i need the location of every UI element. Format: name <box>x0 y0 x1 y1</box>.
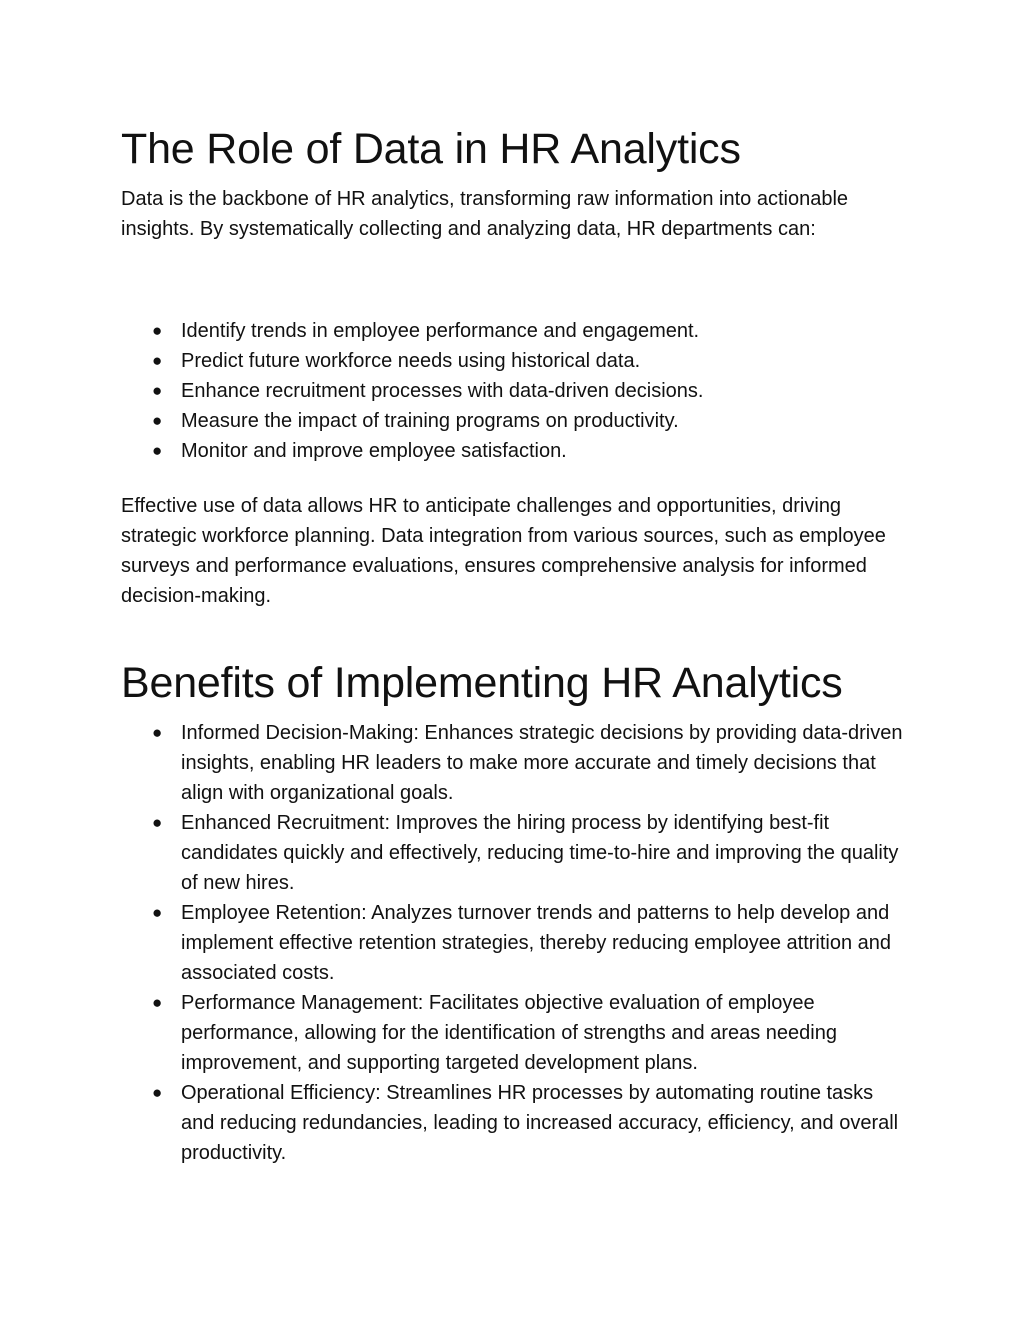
list-item <box>121 808 911 898</box>
list-item-text: Operational Efficiency: Streamlines HR processes by automating routine tasks and reducing redundancies, leading to increased accuracy, efficiency, and overall productivity. <box>181 1082 899 1164</box>
list-item-text: Identify trends in employee performance and engagement. <box>181 320 700 342</box>
list-item <box>121 316 901 346</box>
bullet-icon: ● <box>152 993 163 1012</box>
list-item-text: Predict future workforce needs using historical data. <box>181 350 641 372</box>
list-item-text: Monitor and improve employee satisfaction. <box>181 440 567 462</box>
bullet-icon: ● <box>152 381 163 400</box>
bullet-icon: ● <box>152 351 163 370</box>
list-item-text: Informed Decision-Making: Enhances strategic decisions by providing data-driven insights, enabling HR leaders to make more accurate and timely decisions that align with organizational goals. <box>181 722 903 804</box>
bullet-icon: ● <box>152 1083 163 1102</box>
bullet-icon: ● <box>152 903 163 922</box>
list-item-text: Performance Management: Facilitates objective evaluation of employee performance, allowing for the identification of strengths and areas needing improvement, and supporting targeted development plans. <box>181 992 837 1074</box>
list-item <box>121 406 901 436</box>
list-item <box>121 376 901 406</box>
bullet-icon: ● <box>152 411 163 430</box>
list-item-text: Measure the impact of training programs on productivity. <box>181 410 679 432</box>
list-item <box>121 718 911 808</box>
intro-paragraph: Data is the backbone of HR analytics, transforming raw information into actionable insights. By systematically collecting and analyzing data, HR departments can: <box>121 188 849 240</box>
list-item <box>121 436 901 466</box>
closing-paragraph: Effective use of data allows HR to anticipate challenges and opportunities, driving strategic workforce planning. Data integration from various sources, such as employee surveys and performance evaluations, ensures comprehensive analysis for informed decision-making. <box>121 495 886 607</box>
section-title-benefits: Benefits of Implementing HR Analytics <box>121 659 843 707</box>
data-uses-list <box>121 316 901 466</box>
list-item-text: Employee Retention: Analyzes turnover trends and patterns to help develop and implement effective retention strategies, thereby reducing employee attrition and associated costs. <box>181 902 892 984</box>
bullet-icon: ● <box>152 813 163 832</box>
bullet-icon: ● <box>152 723 163 742</box>
list-item-text: Enhance recruitment processes with data-driven decisions. <box>181 380 704 402</box>
list-item <box>121 988 911 1078</box>
list-item <box>121 1078 911 1168</box>
list-item <box>121 346 901 376</box>
bullet-icon: ● <box>152 441 163 460</box>
bullet-icon: ● <box>152 321 163 340</box>
list-item <box>121 898 911 988</box>
benefits-list <box>121 718 911 1168</box>
section-title-role-of-data: The Role of Data in HR Analytics <box>121 125 741 173</box>
list-item-text: Enhanced Recruitment: Improves the hiring process by identifying best-fit candidates quickly and effectively, reducing time-to-hire and improving the quality of new hires. <box>181 812 899 894</box>
